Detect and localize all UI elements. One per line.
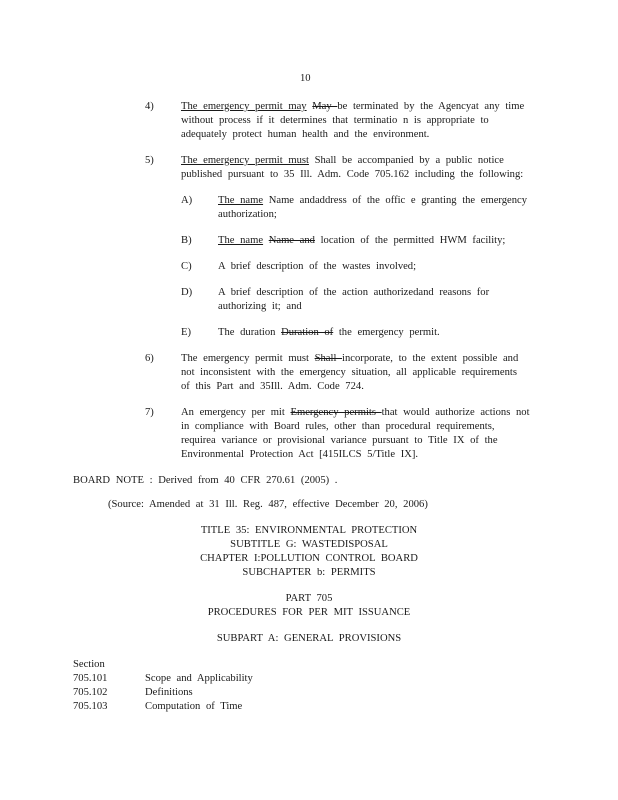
text-run: in compliance with Board rules, other than procedural requirements, (181, 421, 495, 432)
item-line (181, 169, 523, 180)
subitem-line (218, 209, 277, 220)
subitem-line (218, 301, 302, 312)
item-line (181, 367, 517, 378)
text-run: the emergency permit. (333, 327, 440, 338)
text-run: of this Part and 35Ill. Adm. Code 724. (181, 381, 364, 392)
text-run: A brief description of the action authorizedand reasons for (218, 287, 490, 298)
subitem-number: B) (181, 235, 192, 246)
toc-section-title: Definitions (145, 687, 193, 698)
text-run: Name andaddress of the offic e granting the emergency (263, 195, 528, 206)
item-number: 7) (145, 407, 154, 418)
subitem-number: E) (181, 327, 191, 338)
text-run: adequately protect human health and the environment. (181, 129, 430, 140)
text-run: Shall be accompanied by a public notice (308, 155, 504, 166)
heading-part: PART 705 (285, 593, 333, 604)
text-run: A brief description of the wastes involved; (218, 261, 417, 272)
item-line (181, 101, 524, 112)
deleted-text: May (312, 101, 338, 112)
text-run: without process if it determines that terminatio n is appropriate to (181, 115, 489, 126)
text-run: The emergency permit must (181, 353, 315, 364)
item-line (181, 435, 498, 446)
toc-section-number: 705.101 (73, 673, 108, 684)
inserted-text: The name (218, 195, 264, 206)
text-run: be terminated by the Agencyat any time (337, 101, 525, 112)
board-note: BOARD NOTE : Derived from 40 CFR 270.61 (2005) . (73, 475, 338, 486)
toc-section-title: Scope and Applicability (145, 673, 253, 684)
inserted-text: The name (218, 235, 264, 246)
heading-part-name: PROCEDURES FOR PER MIT ISSUANCE (207, 607, 411, 618)
text-run: location of the permitted HWM facility; (314, 235, 506, 246)
item-line (181, 129, 429, 140)
heading-title: TITLE 35: ENVIRONMENTAL PROTECTION (200, 525, 418, 536)
source-note: (Source: Amended at 31 Ill. Reg. 487, effective December 20, 2006) (108, 499, 428, 510)
item-line (181, 407, 530, 418)
item-line (181, 381, 364, 392)
text-run: The duration (218, 327, 282, 338)
page-number: 10 (300, 73, 311, 84)
heading-subchapter: SUBCHAPTER b: PERMITS (242, 567, 376, 578)
inserted-text: The emergency permit may (181, 101, 307, 112)
subitem-line (218, 287, 489, 298)
text-run: published pursuant to 35 Ill. Adm. Code 705.162 including the following: (181, 169, 524, 180)
item-number: 6) (145, 353, 154, 364)
deleted-text: Duration of (281, 327, 334, 338)
subitem-line (218, 235, 505, 246)
deleted-text: Shall (314, 353, 343, 364)
item-line (181, 353, 518, 364)
inserted-text: The emergency permit must (181, 155, 309, 166)
heading-subpart: SUBPART A: GENERAL PROVISIONS (216, 633, 402, 644)
item-line (181, 155, 504, 166)
subitem-line (218, 261, 416, 272)
text-run: Environmental Protection Act [415ILCS 5/Title IX]. (181, 449, 419, 460)
text-run: not inconsistent with the emergency situation, all applicable requirements (181, 367, 517, 378)
text-run: authorizing it; and (218, 301, 302, 312)
toc-label: Section (73, 659, 105, 670)
deleted-text: Name and (268, 235, 315, 246)
item-line (181, 421, 494, 432)
item-number: 4) (145, 101, 154, 112)
text-run: authorization; (218, 209, 277, 220)
toc-section-number: 705.103 (73, 701, 108, 712)
deleted-text: Emergency permits (290, 407, 382, 418)
item-line (181, 449, 418, 460)
subitem-number: D) (181, 287, 193, 298)
text-run: incorporate, to the extent possible and (342, 353, 519, 364)
subitem-line (218, 195, 527, 206)
item-number: 5) (145, 155, 154, 166)
heading-subtitle: SUBTITLE G: WASTEDISPOSAL (230, 539, 388, 550)
item-line (181, 115, 489, 126)
text-run: that would authorize actions not (381, 407, 530, 418)
subitem-line (218, 327, 440, 338)
toc-section-title: Computation of Time (145, 701, 243, 712)
subitem-number: A) (181, 195, 193, 206)
toc-section-number: 705.102 (73, 687, 108, 698)
subitem-number: C) (181, 261, 192, 272)
text-run: requirea variance or provisional variance pursuant to Title IX of the (181, 435, 498, 446)
text-run: An emergency per mit (181, 407, 291, 418)
heading-chapter: CHAPTER I:POLLUTION CONTROL BOARD (200, 553, 418, 564)
